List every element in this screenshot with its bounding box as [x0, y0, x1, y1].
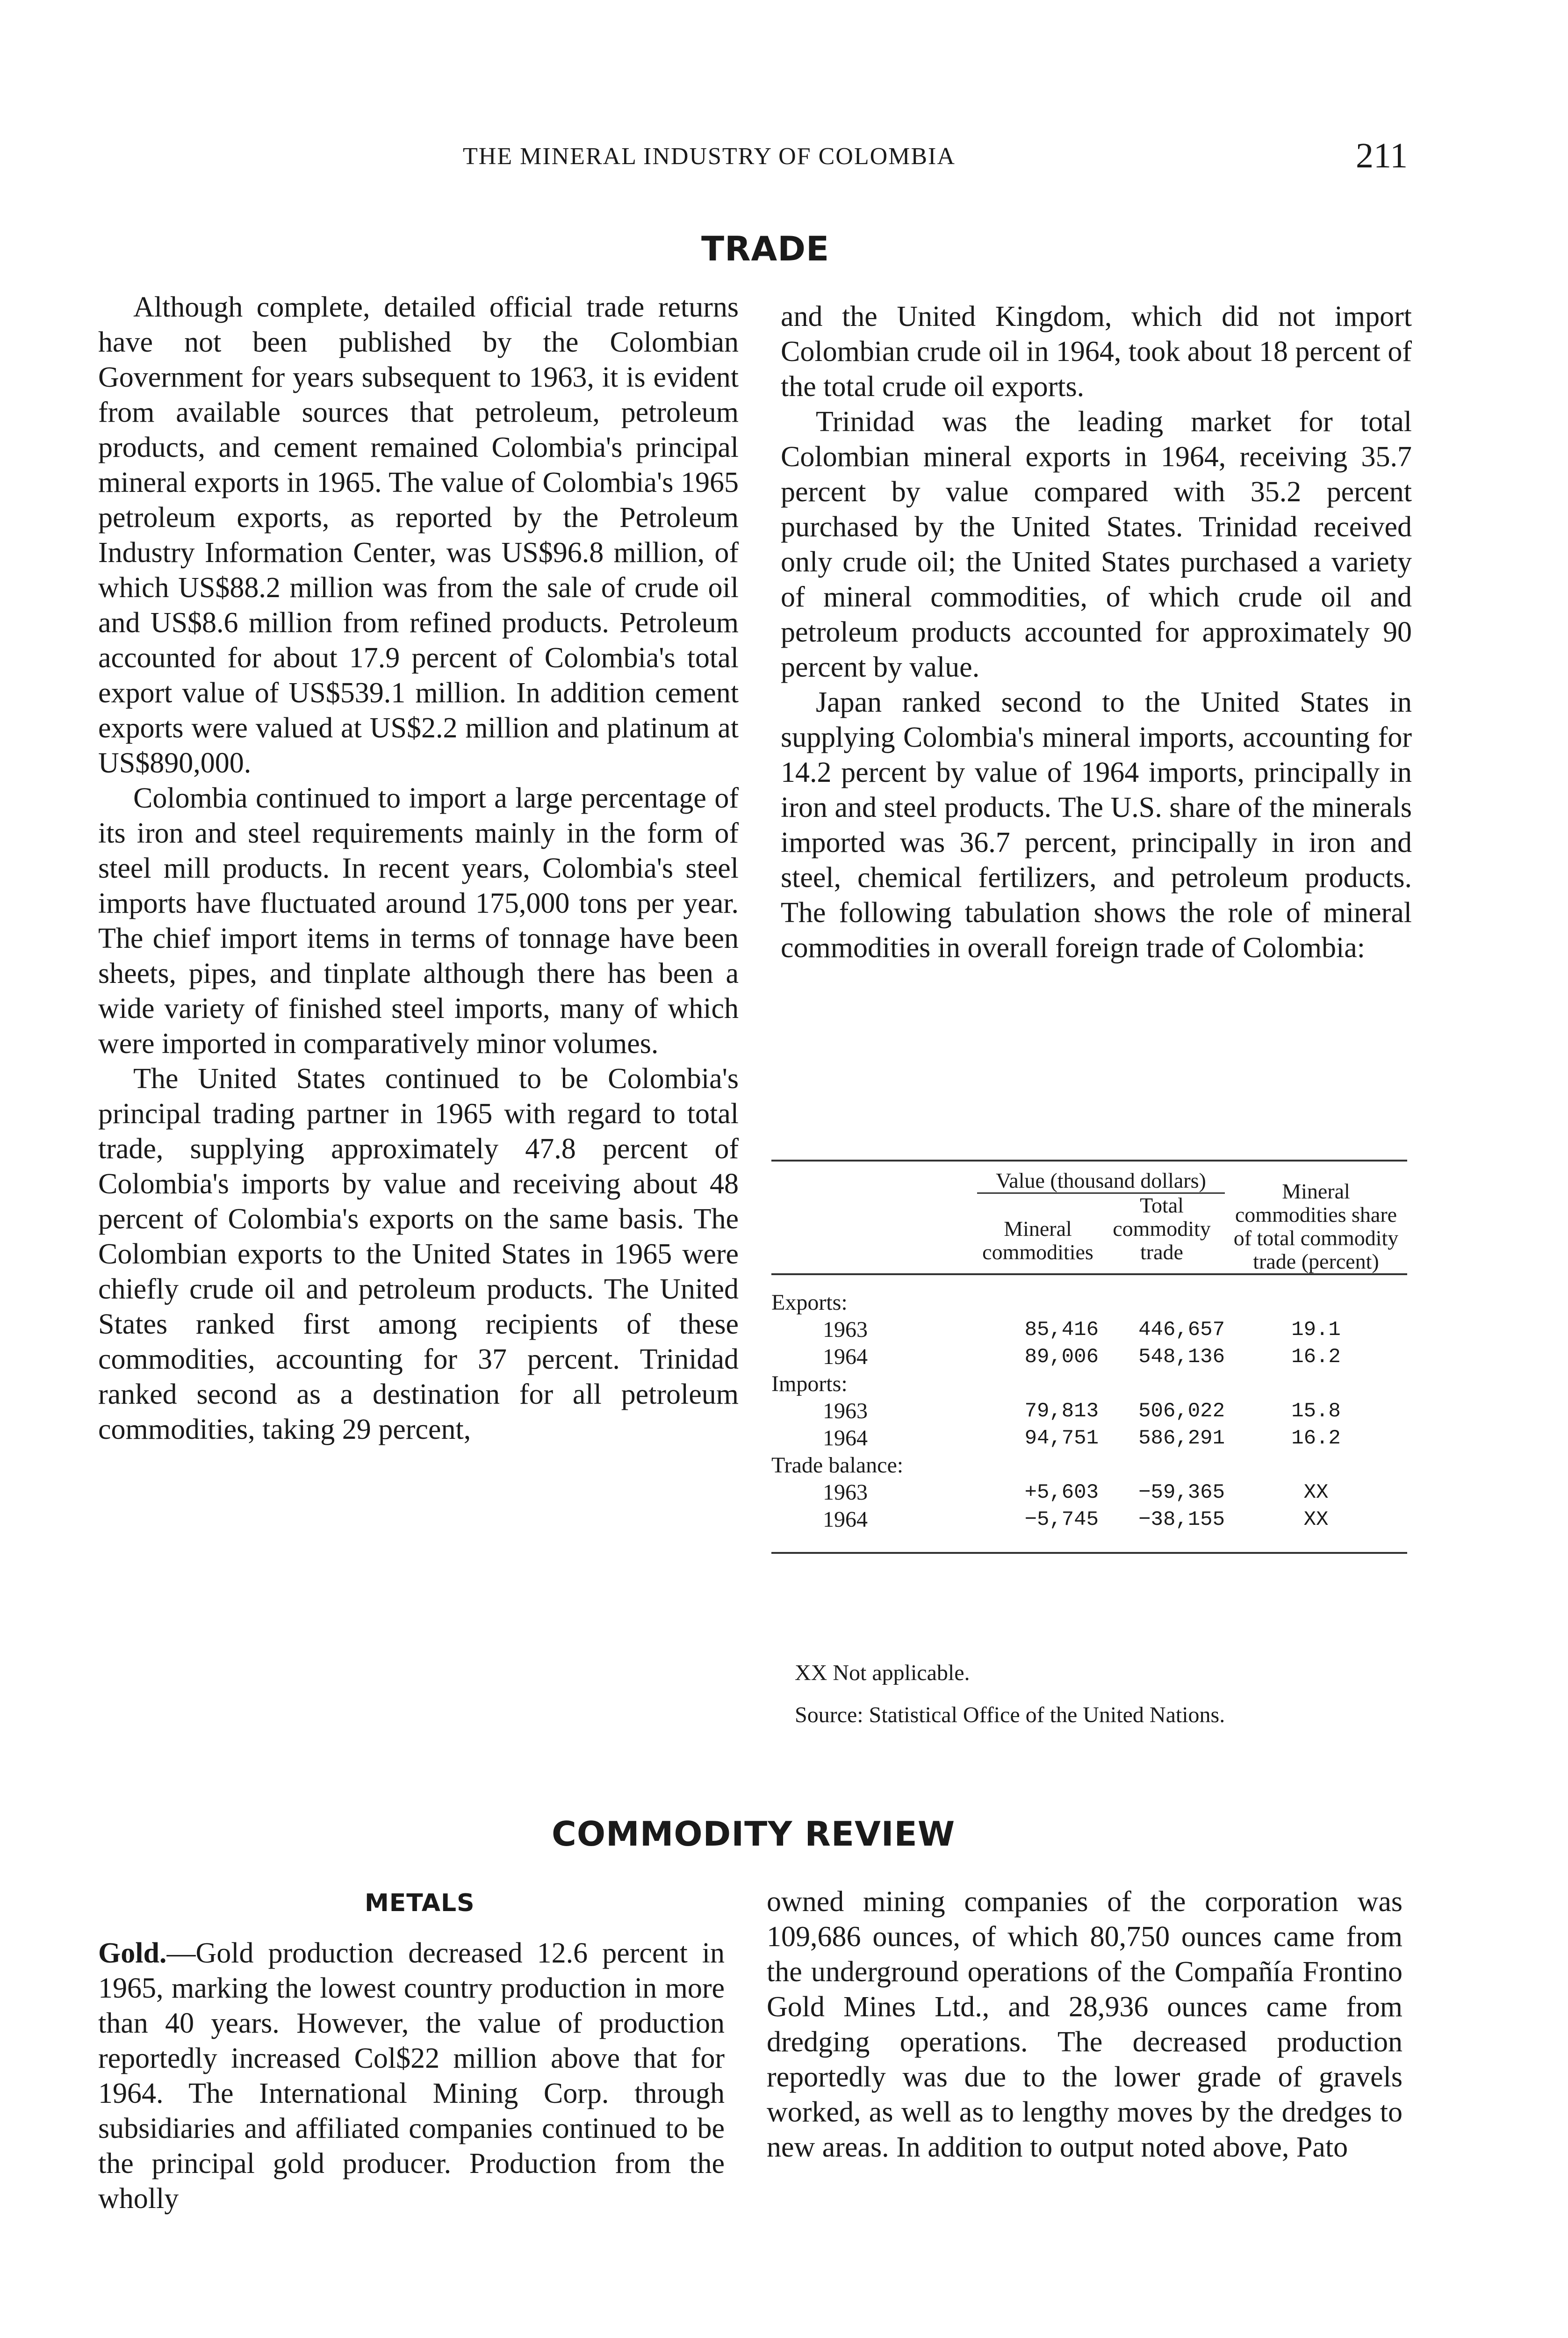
trade-paragraph: Although complete, detailed official trade returns have not been published by the Colombian Government for years subsequent to 1963, it is evident from available sources that petroleum, petroleum products, and cement remained Colombia's principal mineral exports in 1965. The value of Colombia's 1965 petroleum exports, as reported by the Petroleum Industry Information Center, was US$96.8 million, of which US$88.2 million was from the sale of crude oil and US$8.6 million from refined products. Petroleum accounted for about 17.9 percent of Colombia's total export value of US$539.1 million. In addition cement exports were valued at US$2.2 million and platinum at US$890,000.: [98, 291, 739, 779]
gold-paragraph-continuation: owned mining companies of the corporation was 109,686 ounces, of which 80,750 ounces came from the underground operations of the Compañía Frontino Gold Mines Ltd., and 28,936 ounces came from dredging operations. The decreased production reportedly was due to the lower grade of gravels worked, as well as to lengthy moves by the dredges to new areas. In addition to output noted above, Pato: [767, 1886, 1403, 2163]
trade-left-column: [98, 290, 739, 1447]
row-share: 19.1: [1291, 1318, 1341, 1342]
table-row: [771, 1316, 1407, 1343]
group-row: [771, 1289, 1407, 1316]
row-share: 16.2: [1291, 1427, 1341, 1450]
section-title-commodity-review: COMMODITY REVIEW: [552, 1814, 956, 1854]
table-source: Source: Statistical Office of the United Nations.: [795, 1703, 1225, 1727]
trade-paragraph: Colombia continued to import a large percentage of its iron and steel requirements mainly in the form of steel mill products. In recent years, Colombia's steel imports have fluctuated around 175,000 tons per year. The chief import items in terms of tonnage have been sheets, pipes, and tinplate although there has been a wide variety of finished steel imports, many of which were imported in comparatively minor volumes.: [98, 782, 739, 1060]
row-year: 1963: [823, 1399, 868, 1423]
group-label: Imports:: [771, 1371, 848, 1396]
trade-table: [771, 1160, 1407, 1554]
subsection-title-metals: METALS: [365, 1889, 475, 1917]
trade-paragraph: Japan ranked second to the United States in supplying Colombia's mineral imports, accounting for 14.2 percent by value of 1964 imports, principally in iron and steel products. The U.S. share of the minerals imported was 36.7 percent, principally in iron and steel, chemical fertilizers, and petroleum products. The following tabulation shows the role of mineral commodities in overall foreign trade of Colombia:: [781, 686, 1412, 964]
table-row: [771, 1506, 1407, 1533]
group-row: [771, 1371, 1407, 1398]
gold-lead: Gold.: [98, 1937, 167, 1969]
table-row: [771, 1398, 1407, 1425]
group-row: [771, 1452, 1407, 1479]
row-year: 1963: [823, 1480, 868, 1505]
gold-text: —Gold production decreased 12.6 percent in 1965, marking the lowest country production in more than 40 years. However, the value of production reportedly increased Col$22 million above that for 1964. The International Mining Corp. through subsidiaries and affiliated companies continued to be the principal gold producer. Production from the wholly: [98, 1937, 725, 2215]
page-number: 211: [1356, 136, 1408, 175]
trade-right-column: [781, 299, 1412, 966]
trade-table-grid: [771, 1162, 1407, 1554]
value-header: Value (thousand dollars): [977, 1162, 1225, 1193]
section-title-trade: TRADE: [701, 229, 830, 268]
row-year: 1964: [823, 1507, 868, 1532]
group-label: Trade balance:: [771, 1453, 904, 1478]
row-total: 446,657: [1138, 1318, 1225, 1342]
share-header: Mineral commodities share of total commodity trade (percent): [1233, 1179, 1399, 1273]
row-mineral: −5,745: [1024, 1508, 1099, 1531]
mineral-header: Mineral commodities: [982, 1217, 1093, 1264]
group-label: Exports:: [771, 1290, 848, 1315]
row-total: 506,022: [1138, 1400, 1225, 1423]
trade-paragraph: The United States continued to be Colombia's principal trading partner in 1965 with regard to total trade, supplying approximately 47.8 percent of Colombia's imports by value and receiving about 48 percent of Colombia's exports on the same basis. The Colombian exports to the United States in 1965 were chiefly crude oil and petroleum products. The United States ranked first among recipients of these commodities, accounting for 37 percent. Trinidad ranked second as a destination for all petroleum commodities, taking 29 percent,: [98, 1063, 739, 1445]
table-footnote: XX Not applicable.: [795, 1660, 970, 1685]
row-mineral: 85,416: [1024, 1318, 1099, 1342]
row-mineral: 79,813: [1024, 1400, 1099, 1423]
row-year: 1964: [823, 1426, 868, 1450]
gold-right-column: [767, 1884, 1403, 2165]
gold-left-column: [98, 1936, 725, 2216]
gold-paragraph: [98, 1936, 725, 2216]
table-row: [771, 1343, 1407, 1371]
row-share: XX: [1303, 1481, 1329, 1504]
row-year: 1963: [823, 1317, 868, 1342]
row-total: −59,365: [1138, 1481, 1225, 1504]
row-total: 548,136: [1138, 1345, 1225, 1369]
trade-paragraph-continuation: and the United Kingdom, which did not import Colombian crude oil in 1964, took about 18 percent of the total crude oil exports.: [781, 301, 1412, 403]
row-mineral: 89,006: [1024, 1345, 1099, 1369]
running-head: THE MINERAL INDUSTRY OF COLOMBIA: [463, 143, 956, 170]
row-total: −38,155: [1138, 1508, 1225, 1531]
table-row: [771, 1425, 1407, 1452]
row-share: XX: [1303, 1508, 1329, 1531]
row-year: 1964: [823, 1344, 868, 1369]
trade-paragraph: Trinidad was the leading market for total Colombian mineral exports in 1964, receiving 35.7 percent by value compared with 35.2 percent purchased by the United States. Trinidad received only crude oil; the United States purchased a variety of mineral commodities, of which crude oil and petroleum products accounted for approximately 90 percent by value.: [781, 406, 1412, 683]
row-mineral: 94,751: [1024, 1427, 1099, 1450]
row-mineral: +5,603: [1024, 1481, 1099, 1504]
row-share: 16.2: [1291, 1345, 1341, 1369]
row-total: 586,291: [1138, 1427, 1225, 1450]
total-header: Total commodity trade: [1113, 1193, 1211, 1264]
table-row: [771, 1479, 1407, 1506]
row-share: 15.8: [1291, 1400, 1341, 1423]
